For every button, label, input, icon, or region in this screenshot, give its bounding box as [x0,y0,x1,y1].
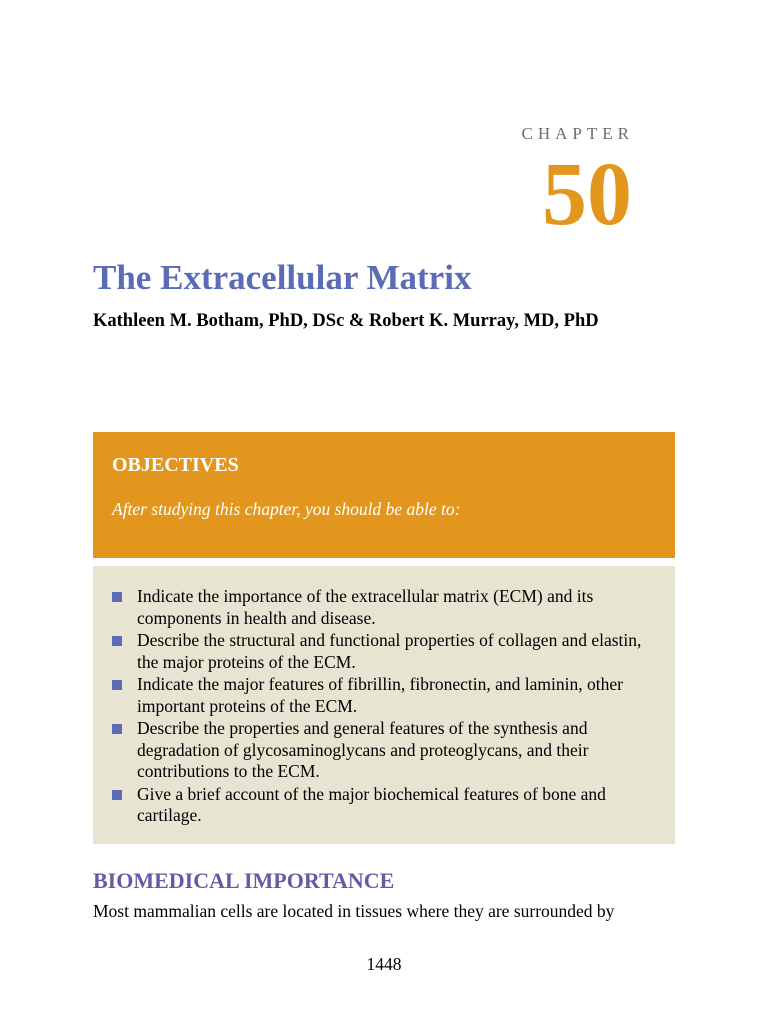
objectives-list-box [93,566,675,844]
objective-text: Describe the structural and functional properties of collagen and elastin, the major proteins of the ECM. [137,630,642,672]
objectives-list [111,586,659,828]
chapter-authors: Kathleen M. Botham, PhD, DSc & Robert K. Murray, MD, PhD [93,311,599,331]
objectives-heading: OBJECTIVES [112,454,239,476]
objective-text: Give a brief account of the major biochemical features of bone and cartilage. [137,783,606,825]
square-bullet-icon [112,636,122,646]
objective-item [111,586,659,629]
square-bullet-icon [112,790,122,800]
objectives-intro: After studying this chapter, you should be able to: [112,499,461,519]
chapter-label: CHAPTER [521,124,634,143]
square-bullet-icon [112,724,122,734]
section-body-text: Most mammalian cells are located in tissues where they are surrounded by [93,901,615,921]
objective-item [111,718,659,783]
section-heading: BIOMEDICAL IMPORTANCE [93,868,395,893]
objective-item [111,784,659,827]
chapter-number: 50 [542,145,632,244]
objective-text: Indicate the importance of the extracellular matrix (ECM) and its components in health and disease. [137,586,594,628]
objectives-header-box [93,432,675,558]
page-number: 1448 [366,954,402,974]
square-bullet-icon [112,592,122,602]
objective-text: Indicate the major features of fibrillin, fibronectin, and laminin, other important proteins of the ECM. [137,674,623,716]
objective-text: Describe the properties and general features of the synthesis and degradation of glycosaminoglycans and proteoglycans, and their contributions to the ECM. [137,718,589,781]
chapter-title: The Extracellular Matrix [93,258,472,297]
square-bullet-icon [112,680,122,690]
objective-item [111,630,659,673]
objective-item [111,674,659,717]
